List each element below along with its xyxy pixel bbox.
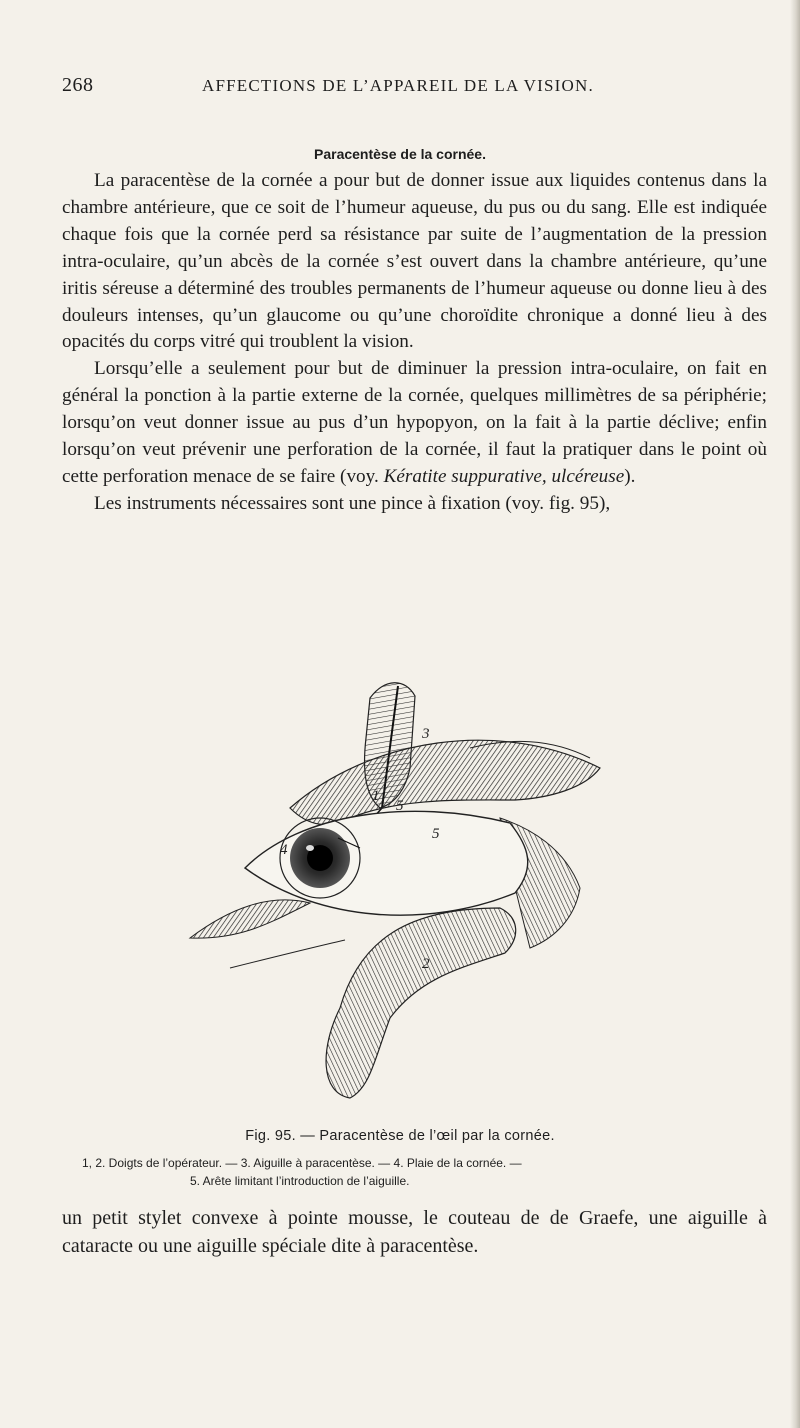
- paragraph-2-end: ).: [624, 465, 636, 487]
- page-number: 268: [62, 74, 94, 96]
- paragraph-2-text: Lorsqu’elle a seulement pour but de diminuer la pression intra-oculaire, on fait en général la ponction à la partie externe de la cornée, quelques millimètres de sa périphérie; lorsqu’on veut donner issue au pus d’un hypopyon, on la fait à la partie déclive; enfin lorsqu’on veut prévenir une perforation de la cornée, il faut la pratiquer dans le point où cette perforation menace de se faire (voy.: [62, 358, 767, 487]
- figure-caption-legend: [82, 1154, 742, 1190]
- label-1: 1: [372, 788, 380, 804]
- paragraph-continued: un petit stylet convexe à pointe mousse, le couteau de de Graefe, une aiguille à cataracte ou une aiguille spéciale dite à paracentèse.: [62, 1207, 767, 1257]
- label-2: 2: [422, 956, 430, 972]
- running-head: AFFECTIONS DE L’APPAREIL DE LA VISION.: [202, 76, 594, 95]
- section-title: Paracentèse de la cornée.: [314, 146, 486, 162]
- lower-lid-left: [190, 900, 310, 938]
- label-4: 4: [280, 842, 288, 858]
- figure-eye-illustration: [170, 678, 650, 1126]
- caption-line-1: 1, 2. Doigts de l’opérateur. — 3. Aiguille à paracentèse. — 4. Plaie de la cornée. —: [82, 1156, 522, 1170]
- finger-2-shape: [326, 908, 516, 1098]
- page-header: [62, 74, 760, 102]
- paragraph-1: La paracentèse de la cornée a pour but de donner issue aux liquides contenus dans la chambre antérieure, que ce soit de l’humeur aqueuse, du pus ou du sang. Elle est indiquée chaque fois que la cornée perd sa résistance par suite de l’augmentation de la pression intra-oculaire, qu’un abcès de la cornée s’est ouvert dans la chambre antérieure, qu’une iritis séreuse a déterminé des troubles permanents de l’humeur aqueuse ou donne lieu à des douleurs intenses, qu’un glaucome ou qu’une choroïdite chronique a donné lieu à des opacités du corps vitré qui troublent la vision.: [62, 170, 767, 353]
- cross-reference: Kératite suppurative, ulcéreuse: [383, 465, 625, 487]
- page-edge: [790, 0, 800, 1428]
- figure-caption-title: Fig. 95. — Paracentèse de l’œil par la cornée.: [245, 1128, 555, 1144]
- paragraph-2: [62, 356, 767, 491]
- label-3: 3: [422, 726, 430, 742]
- paragraph-3: Les instruments nécessaires sont une pince à fixation (voy. fig. 95),: [94, 492, 611, 514]
- body-text: [62, 168, 767, 518]
- caption-line-2: 5. Arête limitant l’introduction de l’aiguille.: [190, 1174, 410, 1188]
- label-5b: 5: [432, 826, 440, 842]
- label-5a: 5: [396, 798, 404, 814]
- eye-engraving: [170, 678, 650, 1126]
- body-text-continued: [62, 1204, 767, 1260]
